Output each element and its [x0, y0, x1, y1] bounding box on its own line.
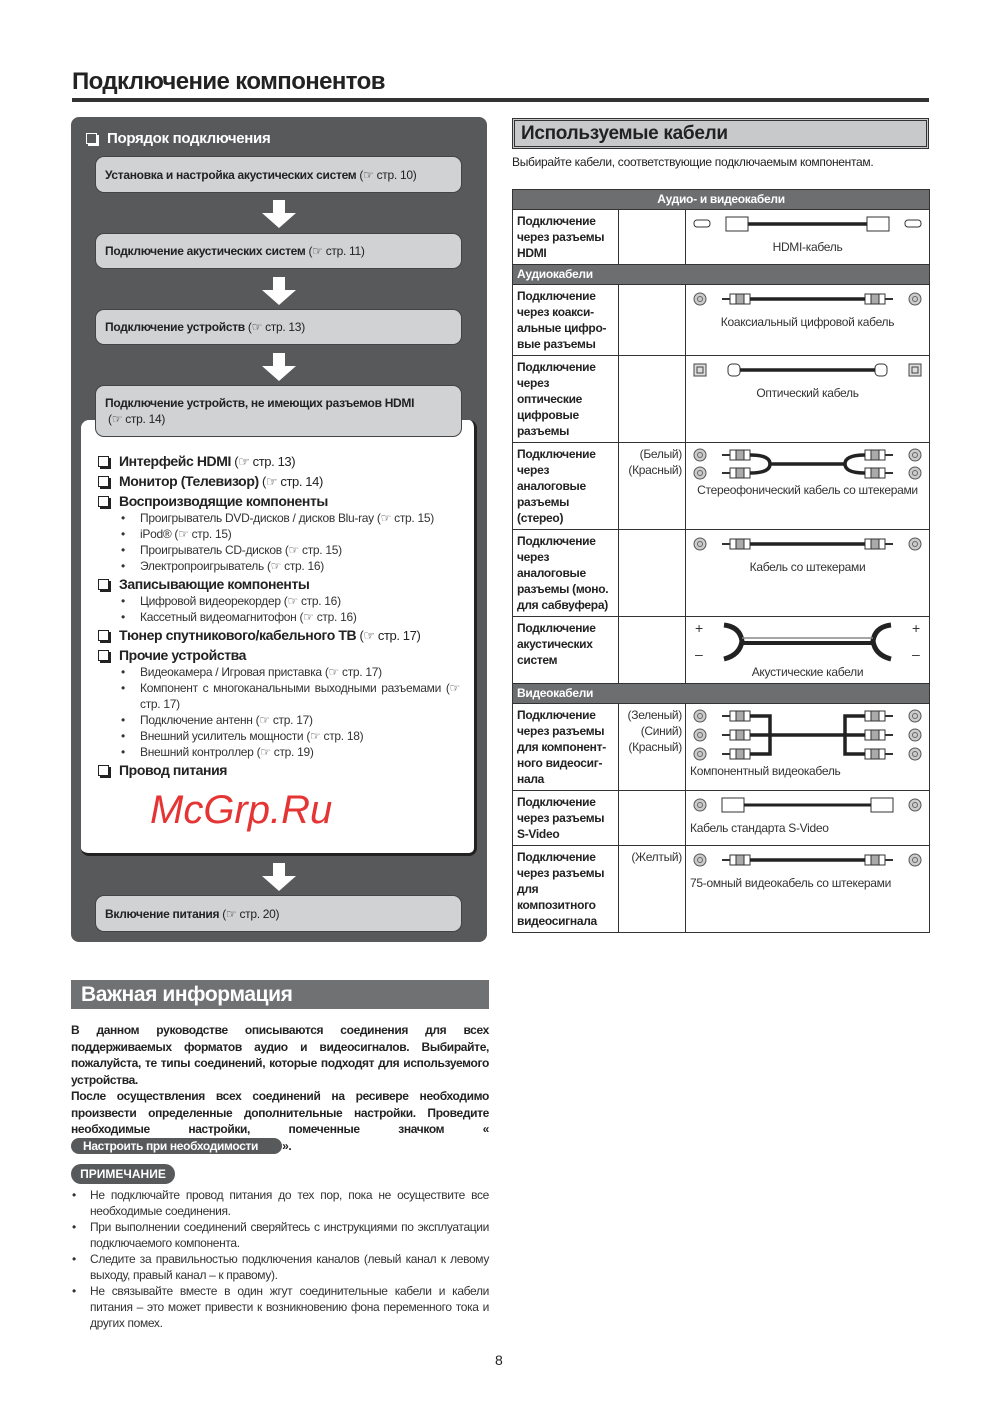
hand-pointer-icon: ☞	[287, 594, 301, 608]
connection-type: Подключение через аналоговые разъемы (моно. для сабвуфера)	[513, 530, 619, 617]
hand-pointer-icon: ☞	[363, 167, 377, 182]
plug-color: (Зеленый)	[627, 708, 682, 722]
item-text: Проигрыватель CD-дисков	[140, 543, 282, 557]
device-item	[98, 680, 460, 712]
connection-type: Подключение через разъемы HDMI	[513, 210, 619, 265]
svg-text:–: –	[695, 646, 703, 662]
note-item: • При выполнении соединений сверяйтесь с инструкциями по эксплуатации подключаемого компонента.	[71, 1219, 489, 1251]
checkbox-icon	[98, 456, 109, 467]
page-ref: (☞ стр. 10)	[356, 167, 417, 182]
hand-pointer-icon: ☞	[363, 628, 378, 643]
page-ref-text: стр. 15	[394, 511, 431, 525]
page-ref-text: стр. 17	[140, 697, 177, 711]
page-ref: (☞ стр. 15)	[373, 511, 434, 525]
page-number: 8	[495, 1352, 503, 1368]
watermark-logo: McGrp.Ru	[150, 788, 333, 832]
hand-pointer-icon: ☞	[251, 320, 266, 334]
plug-colors	[619, 285, 686, 356]
connection-type: Подключение через разъемы S-Video	[513, 791, 619, 846]
svg-text:–: –	[912, 646, 920, 662]
page-ref-text: стр. 18	[323, 729, 360, 743]
page-ref: (☞ стр. 20)	[219, 906, 280, 921]
plug-color: (Синий)	[640, 724, 682, 738]
mono-cable-diagram	[690, 534, 925, 558]
device-category	[98, 472, 460, 491]
section-title: Аудиокабели	[513, 265, 930, 285]
page-ref-text: стр. 16	[284, 559, 321, 573]
step-text: Подключение акустических систем	[105, 244, 306, 258]
device-list	[98, 452, 460, 779]
device-item	[98, 728, 460, 744]
plug-colors	[619, 846, 686, 933]
step-text: Установка и настройка акустических систем	[105, 167, 357, 182]
item-text: Прочие устройства	[119, 647, 247, 663]
connection-type: Подключение через разъемы для компонент-ного видеосиг-нала	[513, 704, 619, 791]
item-text: Внешний контроллер	[140, 745, 254, 759]
cable-row	[513, 443, 930, 530]
hand-pointer-icon: ☞	[449, 681, 460, 695]
checkbox-icon	[98, 476, 109, 487]
page-ref-text: стр. 20	[239, 906, 276, 921]
device-category	[98, 492, 460, 510]
cables-heading: Используемые кабели	[512, 118, 929, 149]
step-text: Подключение устройств	[105, 320, 245, 334]
step-box	[95, 233, 462, 269]
hand-pointer-icon: ☞	[111, 412, 126, 426]
cable-name: Оптический кабель	[756, 386, 859, 400]
cable-name: Коаксиальный цифровой кабель	[720, 315, 895, 329]
note-item: • Не подключайте провод питания до тех пор, пока не осуществите все необходимые соединения.	[71, 1187, 489, 1219]
item-text: Монитор (Телевизор)	[119, 473, 259, 489]
item-text: Записывающие компоненты	[119, 576, 310, 592]
cable-row	[513, 617, 930, 684]
item-text: Кассетный видеомагнитофон	[140, 610, 297, 624]
note-label: ПРИМЕЧАНИЕ	[71, 1164, 175, 1184]
page-ref-text: стр. 11	[325, 244, 361, 258]
device-item	[98, 510, 460, 526]
step-box	[95, 385, 462, 437]
device-category	[98, 646, 460, 664]
item-text: Тюнер спутникового/кабельного ТВ	[119, 627, 357, 643]
title-divider	[72, 98, 929, 102]
item-text: iPod®	[140, 527, 172, 541]
cable-cell	[686, 791, 930, 846]
stereo-cable-diagram	[690, 447, 925, 481]
plug-colors	[619, 530, 686, 617]
note-item: • Следите за правильностью подключения каналов (левый канал к левому выходу, правый канал – к правому).	[71, 1251, 489, 1283]
hand-pointer-icon: ☞	[303, 610, 317, 624]
device-item	[98, 744, 460, 760]
cables-subtitle: Выбирайте кабели, соответствующие подключаемым компонентам.	[512, 155, 874, 169]
connection-type: Подключение акустических систем	[513, 617, 619, 684]
cable-cell	[686, 704, 930, 791]
page-ref: (☞ стр. 15)	[281, 543, 342, 557]
down-arrow-icon	[262, 200, 296, 228]
page-ref-text: стр. 14	[125, 412, 162, 426]
page-ref-text: стр. 13	[252, 454, 292, 469]
section-title: Видеокабели	[513, 684, 930, 704]
device-category	[98, 452, 460, 471]
checkbox-icon	[86, 133, 97, 144]
device-category	[98, 626, 460, 645]
cable-name: Кабель стандарта S-Video	[690, 821, 829, 835]
page-ref: (☞ стр. 17)	[140, 681, 460, 711]
cable-name: Стереофонический кабель со штекерами	[697, 483, 918, 497]
step-box	[95, 309, 462, 345]
cable-name: HDMI-кабель	[772, 240, 843, 254]
cable-cell	[686, 530, 930, 617]
device-item	[98, 609, 460, 625]
component-cable-diagram	[690, 708, 925, 762]
item-text: Подключение антенн	[140, 713, 253, 727]
coax-cable-diagram	[690, 289, 925, 313]
device-category	[98, 761, 460, 779]
item-text: Интерфейс HDMI	[119, 453, 232, 469]
page-ref: (☞ стр. 16)	[296, 610, 357, 624]
step-power-on	[95, 895, 462, 932]
item-text: Воспроизводящие компоненты	[119, 493, 328, 509]
hand-pointer-icon: ☞	[178, 527, 192, 541]
important-info-section	[71, 1022, 489, 1331]
page-title: Подключение компонентов	[72, 68, 385, 95]
page-ref: (☞ стр. 15)	[171, 527, 232, 541]
paragraph-2-start: После осуществления всех соединений на ресивере необходимо произвести определенные дополнительные настройки. Проведите необходимые настройки, помеченные значком «	[71, 1089, 489, 1136]
page-ref: (☞ стр. 18)	[303, 729, 364, 743]
hand-pointer-icon: ☞	[328, 665, 343, 679]
table-header-row	[513, 190, 930, 210]
hand-pointer-icon: ☞	[312, 244, 326, 258]
plug-colors	[619, 443, 686, 530]
item-text: Внешний усилитель мощности	[140, 729, 304, 743]
device-item	[98, 542, 460, 558]
cable-name: Компонентный видеокабель	[690, 764, 841, 778]
table-header: Аудио- и видеокабели	[513, 190, 930, 210]
page-ref-text: стр. 17	[342, 665, 379, 679]
cable-name: Акустические кабели	[751, 665, 864, 679]
section-row	[513, 684, 930, 704]
page-ref-text: стр. 17	[272, 713, 309, 727]
cable-cell	[686, 846, 930, 933]
page-ref-text: стр. 15	[191, 527, 228, 541]
svg-text:+: +	[912, 621, 920, 636]
down-arrow-icon	[262, 353, 296, 381]
page-ref: (☞ стр. 19)	[253, 745, 314, 759]
svideo-cable-diagram	[690, 795, 925, 819]
cable-cell	[686, 443, 930, 530]
connection-type: Подключение через аналоговые разъемы (стерео)	[513, 443, 619, 530]
paragraph-1: В данном руководстве описываются соединения для всех поддерживаемых форматов аудио и видеосигналов. Выбирайте, пожалуйста, те типы соединений, которые подходят для используемого устройства.	[71, 1023, 489, 1087]
step-text: Подключение устройств, не имеющих разъемов HDMI	[105, 396, 415, 410]
checkbox-icon	[98, 579, 109, 590]
device-item	[98, 664, 460, 680]
hand-pointer-icon: ☞	[259, 713, 273, 727]
checkbox-icon	[98, 765, 109, 776]
hand-pointer-icon: ☞	[265, 474, 281, 489]
device-item	[98, 558, 460, 574]
hand-pointer-icon: ☞	[270, 559, 285, 573]
checkbox-icon	[98, 496, 109, 507]
item-text: Компонент с многоканальными выходными разъемами	[140, 681, 442, 695]
item-text: Видеокамера / Игровая приставка	[140, 665, 322, 679]
important-info-heading: Важная информация	[71, 980, 489, 1009]
page-ref-text: стр. 15	[302, 543, 339, 557]
page-ref-text: стр. 14	[280, 474, 319, 489]
hand-pointer-icon: ☞	[288, 543, 303, 557]
cable-name: Кабель со штекерами	[749, 560, 866, 574]
speaker-cable-diagram	[690, 621, 925, 663]
plug-colors	[619, 617, 686, 684]
cable-row	[513, 285, 930, 356]
down-arrow-icon	[262, 277, 296, 305]
hdmi-cable-diagram	[690, 214, 925, 238]
cable-row	[513, 846, 930, 933]
important-info-text	[71, 1022, 489, 1154]
page-ref: (☞ стр. 13)	[244, 320, 305, 334]
page-ref-text: стр. 13	[265, 320, 302, 334]
plug-color: (Красный)	[628, 463, 682, 477]
cable-row	[513, 704, 930, 791]
cable-cell	[686, 356, 930, 443]
step-text: Включение питания	[105, 906, 220, 921]
step-box	[95, 156, 462, 193]
cable-row	[513, 530, 930, 617]
hand-pointer-icon: ☞	[380, 511, 395, 525]
cable-name: 75-омный видеокабель со штекерами	[690, 876, 892, 890]
plug-colors	[619, 210, 686, 265]
hand-pointer-icon: ☞	[225, 906, 240, 921]
cable-row	[513, 356, 930, 443]
paragraph-2-end: ».	[282, 1138, 292, 1153]
page-ref-text: стр. 16	[300, 594, 338, 608]
item-text: Электропроигрыватель	[140, 559, 264, 573]
section-row	[513, 265, 930, 285]
device-item	[98, 526, 460, 542]
cable-cell	[686, 210, 930, 265]
plug-colors	[619, 704, 686, 791]
hand-pointer-icon: ☞	[260, 745, 274, 759]
page-ref: (☞ стр. 16)	[263, 559, 324, 573]
page-ref: (☞ стр. 11)	[305, 244, 365, 258]
plug-colors	[619, 356, 686, 443]
connection-order-heading	[86, 130, 270, 147]
heading-text: Порядок подключения	[107, 130, 271, 147]
connection-type: Подключение через коакси-альные цифро-вые разъемы	[513, 285, 619, 356]
device-category	[98, 575, 460, 593]
item-text: Цифровой видеорекордер	[140, 594, 281, 608]
optical-cable-diagram	[690, 360, 925, 384]
checkbox-icon	[98, 630, 109, 641]
page-ref: (☞ стр. 14)	[105, 412, 166, 426]
cable-cell	[686, 285, 930, 356]
connection-type: Подключение через разъемы для композитного видеосигнала	[513, 846, 619, 933]
page-ref: (☞ стр. 17)	[321, 665, 382, 679]
page-ref: (☞ стр. 13)	[231, 454, 296, 469]
composite-cable-diagram	[690, 850, 925, 874]
svg-text:+: +	[695, 621, 703, 636]
page-ref: (☞ стр. 14)	[258, 474, 323, 489]
notes-list	[71, 1187, 489, 1331]
plug-color: (Белый)	[639, 447, 682, 461]
connection-type: Подключение через оптические цифровые разъемы	[513, 356, 619, 443]
item-text: Провод питания	[119, 762, 228, 778]
cable-cell	[686, 617, 930, 684]
hand-pointer-icon: ☞	[238, 454, 253, 469]
page-ref-text: стр. 10	[376, 167, 413, 182]
item-text: Проигрыватель DVD-дисков / дисков Blu-ray	[140, 511, 374, 525]
page-ref: (☞ стр. 16)	[280, 594, 341, 608]
cable-row	[513, 210, 930, 265]
page-ref: (☞ стр. 17)	[252, 713, 313, 727]
cable-row	[513, 791, 930, 846]
page-ref-text: стр. 17	[377, 628, 417, 643]
checkbox-icon	[98, 650, 109, 661]
plug-color: (Красный)	[628, 740, 682, 754]
down-arrow-icon	[262, 863, 296, 891]
note-item: • Не связывайте вместе в один жгут соединительные кабели и кабели питания – это может привести к возникновению фона переменного тока и других помех.	[71, 1283, 489, 1331]
plug-color: (Желтый)	[631, 850, 682, 864]
page-ref: (☞ стр. 17)	[356, 628, 421, 643]
page-ref-text: стр. 16	[316, 610, 353, 624]
plug-colors	[619, 791, 686, 846]
hand-pointer-icon: ☞	[310, 729, 324, 743]
adjust-if-needed-badge: Настроить при необходимости	[71, 1138, 282, 1154]
page-ref-text: стр. 19	[273, 745, 310, 759]
device-item	[98, 593, 460, 609]
device-item	[98, 712, 460, 728]
cable-table	[512, 189, 930, 933]
